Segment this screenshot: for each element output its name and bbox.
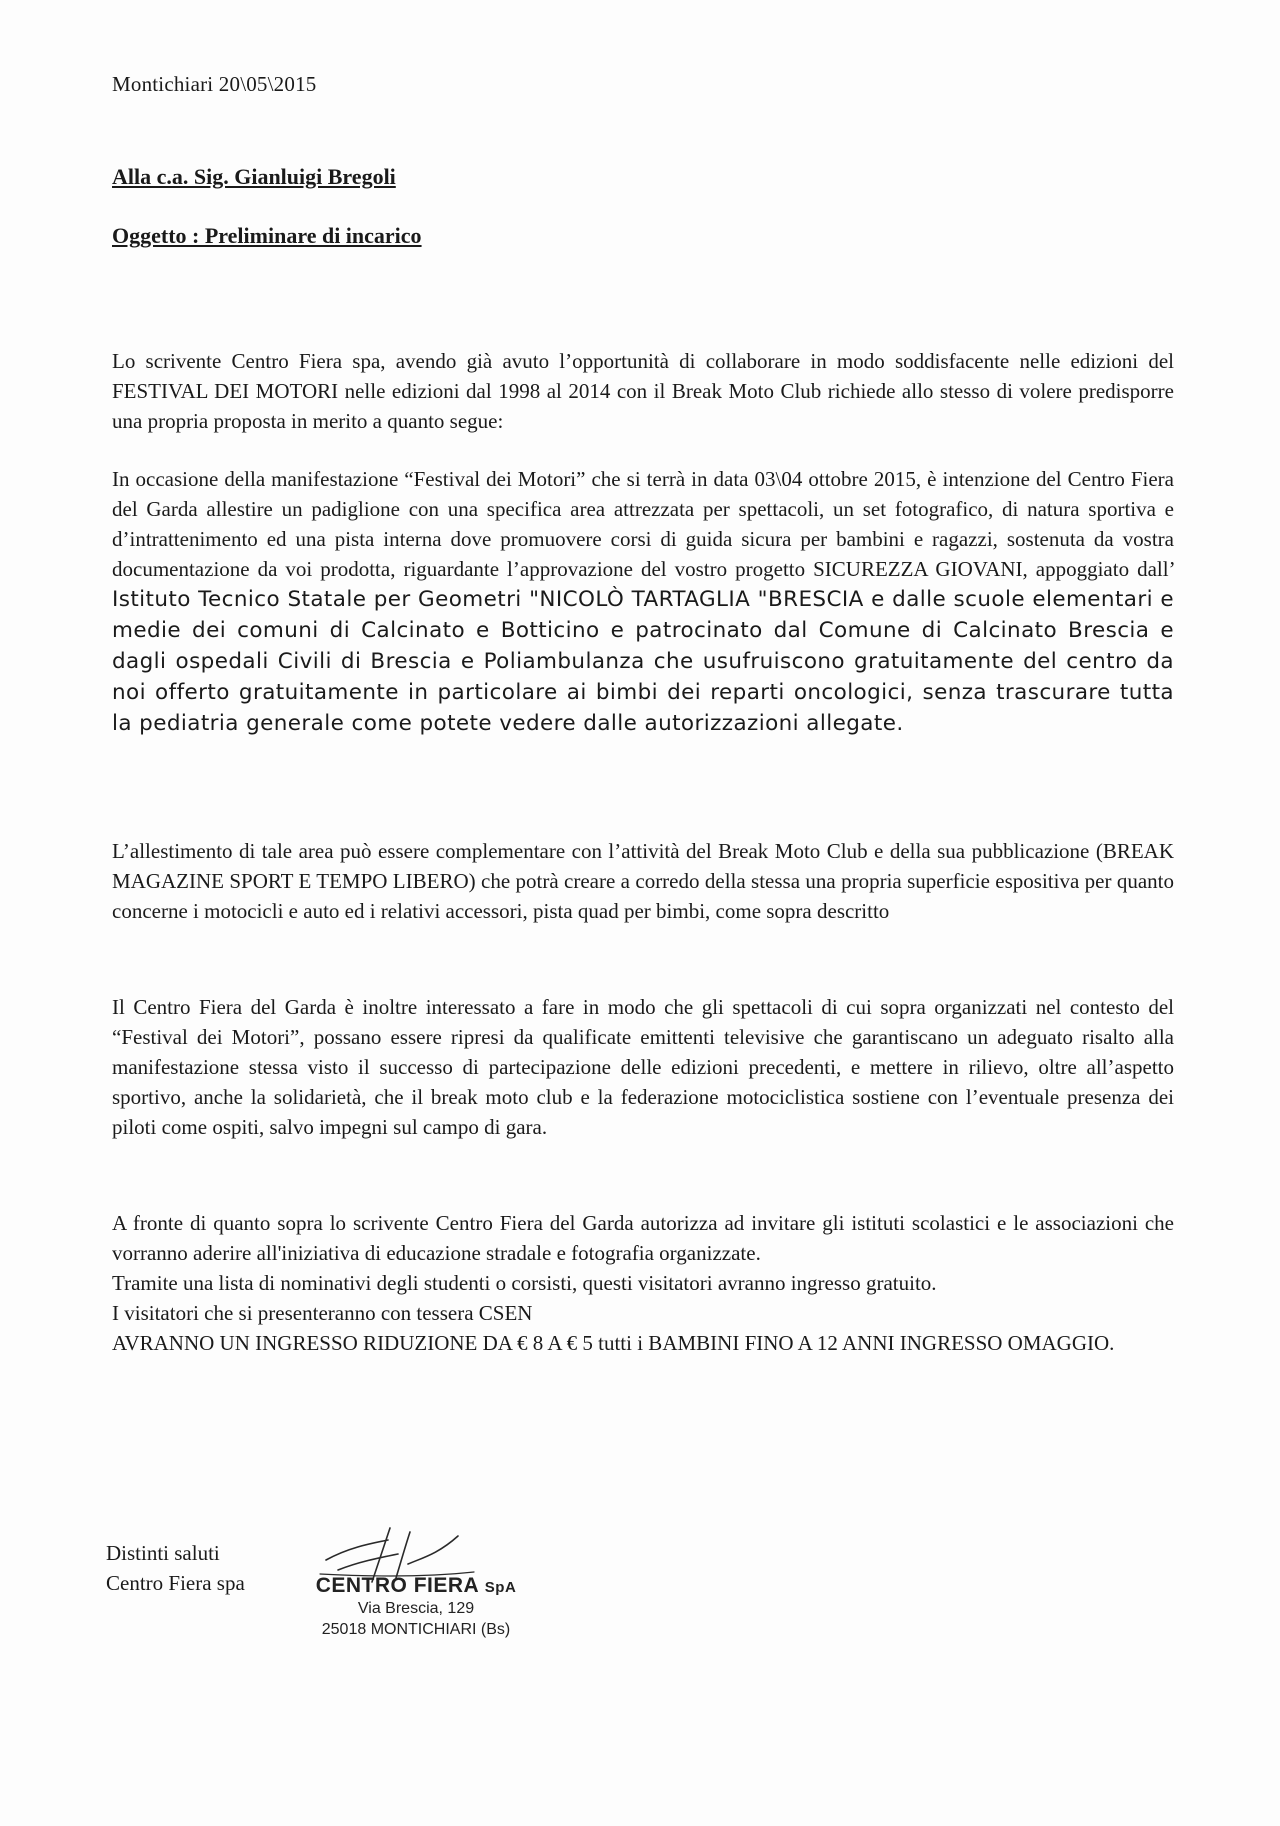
addressee: Alla c.a. Sig. Gianluigi Bregoli bbox=[112, 164, 396, 189]
letter-date: Montichiari 20\05\2015 bbox=[112, 72, 317, 96]
stamp-company-suffix: SpA bbox=[484, 1579, 517, 1596]
paragraph-2 bbox=[112, 464, 1174, 739]
stamp-street: Via Brescia, 129 bbox=[357, 1600, 475, 1617]
company-stamp bbox=[296, 1574, 536, 1640]
closing-sender: Centro Fiera spa bbox=[106, 1571, 245, 1595]
closing-block bbox=[106, 1538, 245, 1598]
paragraph-4: Il Centro Fiera del Garda è inoltre interessato a fare in modo che gli spettacoli di cui sopra organizzati nel contesto del “Festival dei Motori”, possano essere ripresi da qualificate emittenti televisive che garantiscano un adeguato risalto alla manifestazione stessa visto il successo di partecipazione delle edizioni precedenti, e mettere in rilievo, oltre all’aspetto sportivo, anche la solidarietà, che il break moto club e la federazione motociclistica sostiene con l’eventuale presenza dei piloti come ospiti, salvo impegni sul campo di gara. bbox=[112, 995, 1174, 1139]
paragraph-3: L’allestimento di tale area può essere complementare con l’attività del Break Moto Club e della sua pubblicazione (BREAK MAGAZINE SPORT E TEMPO LIBERO) che potrà creare a corredo della stessa una propria superficie espositiva per quanto concerne i motocicli e auto ed i relativi accessori, pista quad per bimbi, come sopra descritto bbox=[112, 839, 1174, 923]
paragraph-2-part-a: In occasione della manifestazione “Festival dei Motori” che si terrà in data 03\04 ottobre 2015, è intenzione del Centro Fiera del Garda allestire un padiglione con una specifica area attrezzata per spettacoli, un set fotografico, di natura sportiva e d’intrattenimento ed una pista interna dove promuovere corsi di guida sicura per bambini e ragazzi, sostenuta da vostra documentazione da voi prodotta, riguardante l’approvazione del vostro progetto SICUREZZA GIOVANI, appoggiato dall’ bbox=[112, 467, 1174, 581]
reduction-line: AVRANNO UN INGRESSO RIDUZIONE DA € 8 A € 5 tutti i BAMBINI FINO A 12 ANNI INGRESSO OMAGGIO. bbox=[112, 1331, 1115, 1355]
paragraph-2-part-b: Istituto Tecnico Statale per Geometri "NICOLÒ TARTAGLIA "BRESCIA e dalle scuole elementari e medie dei comuni di Calcinato e Botticino e patrocinato dal Comune di Calcinato Brescia e dagli ospedali Civili di Brescia e Poliambulanza che usufruiscono gratuitamente del centro da noi offerto gratuitamente in particolare ai bimbi dei reparti oncologici, senza trascurare tutta la pediatria generale come potete vedere dalle autorizzazioni allegate. bbox=[112, 587, 1174, 736]
subject-line: Oggetto : Preliminare di incarico bbox=[112, 223, 422, 248]
stamp-city: 25018 MONTICHIARI (Bs) bbox=[321, 1621, 511, 1638]
stamp-company: CENTRO FIERA bbox=[315, 1574, 479, 1597]
csen-line: I visitatori che si presenteranno con tessera CSEN bbox=[112, 1301, 533, 1325]
paragraph-5: A fronte di quanto sopra lo scrivente Centro Fiera del Garda autorizza ad invitare gli istituti scolastici e le associazioni che vorranno aderire all'iniziativa di educazione stradale e fotografia organizzate. bbox=[112, 1211, 1174, 1265]
closing-greeting: Distinti saluti bbox=[106, 1541, 220, 1565]
free-entry-line: Tramite una lista di nominativi degli studenti o corsisti, questi visitatori avranno ingresso gratuito. bbox=[112, 1271, 937, 1295]
paragraph-1: Lo scrivente Centro Fiera spa, avendo già avuto l’opportunità di collaborare in modo soddisfacente nelle edizioni del FESTIVAL DEI MOTORI nelle edizioni dal 1998 al 2014 con il Break Moto Club richiede allo stesso di volere predisporre una propria proposta in merito a quanto segue: bbox=[112, 349, 1174, 433]
stamp-company-name bbox=[296, 1574, 536, 1598]
paragraph-5-block bbox=[112, 1208, 1174, 1358]
